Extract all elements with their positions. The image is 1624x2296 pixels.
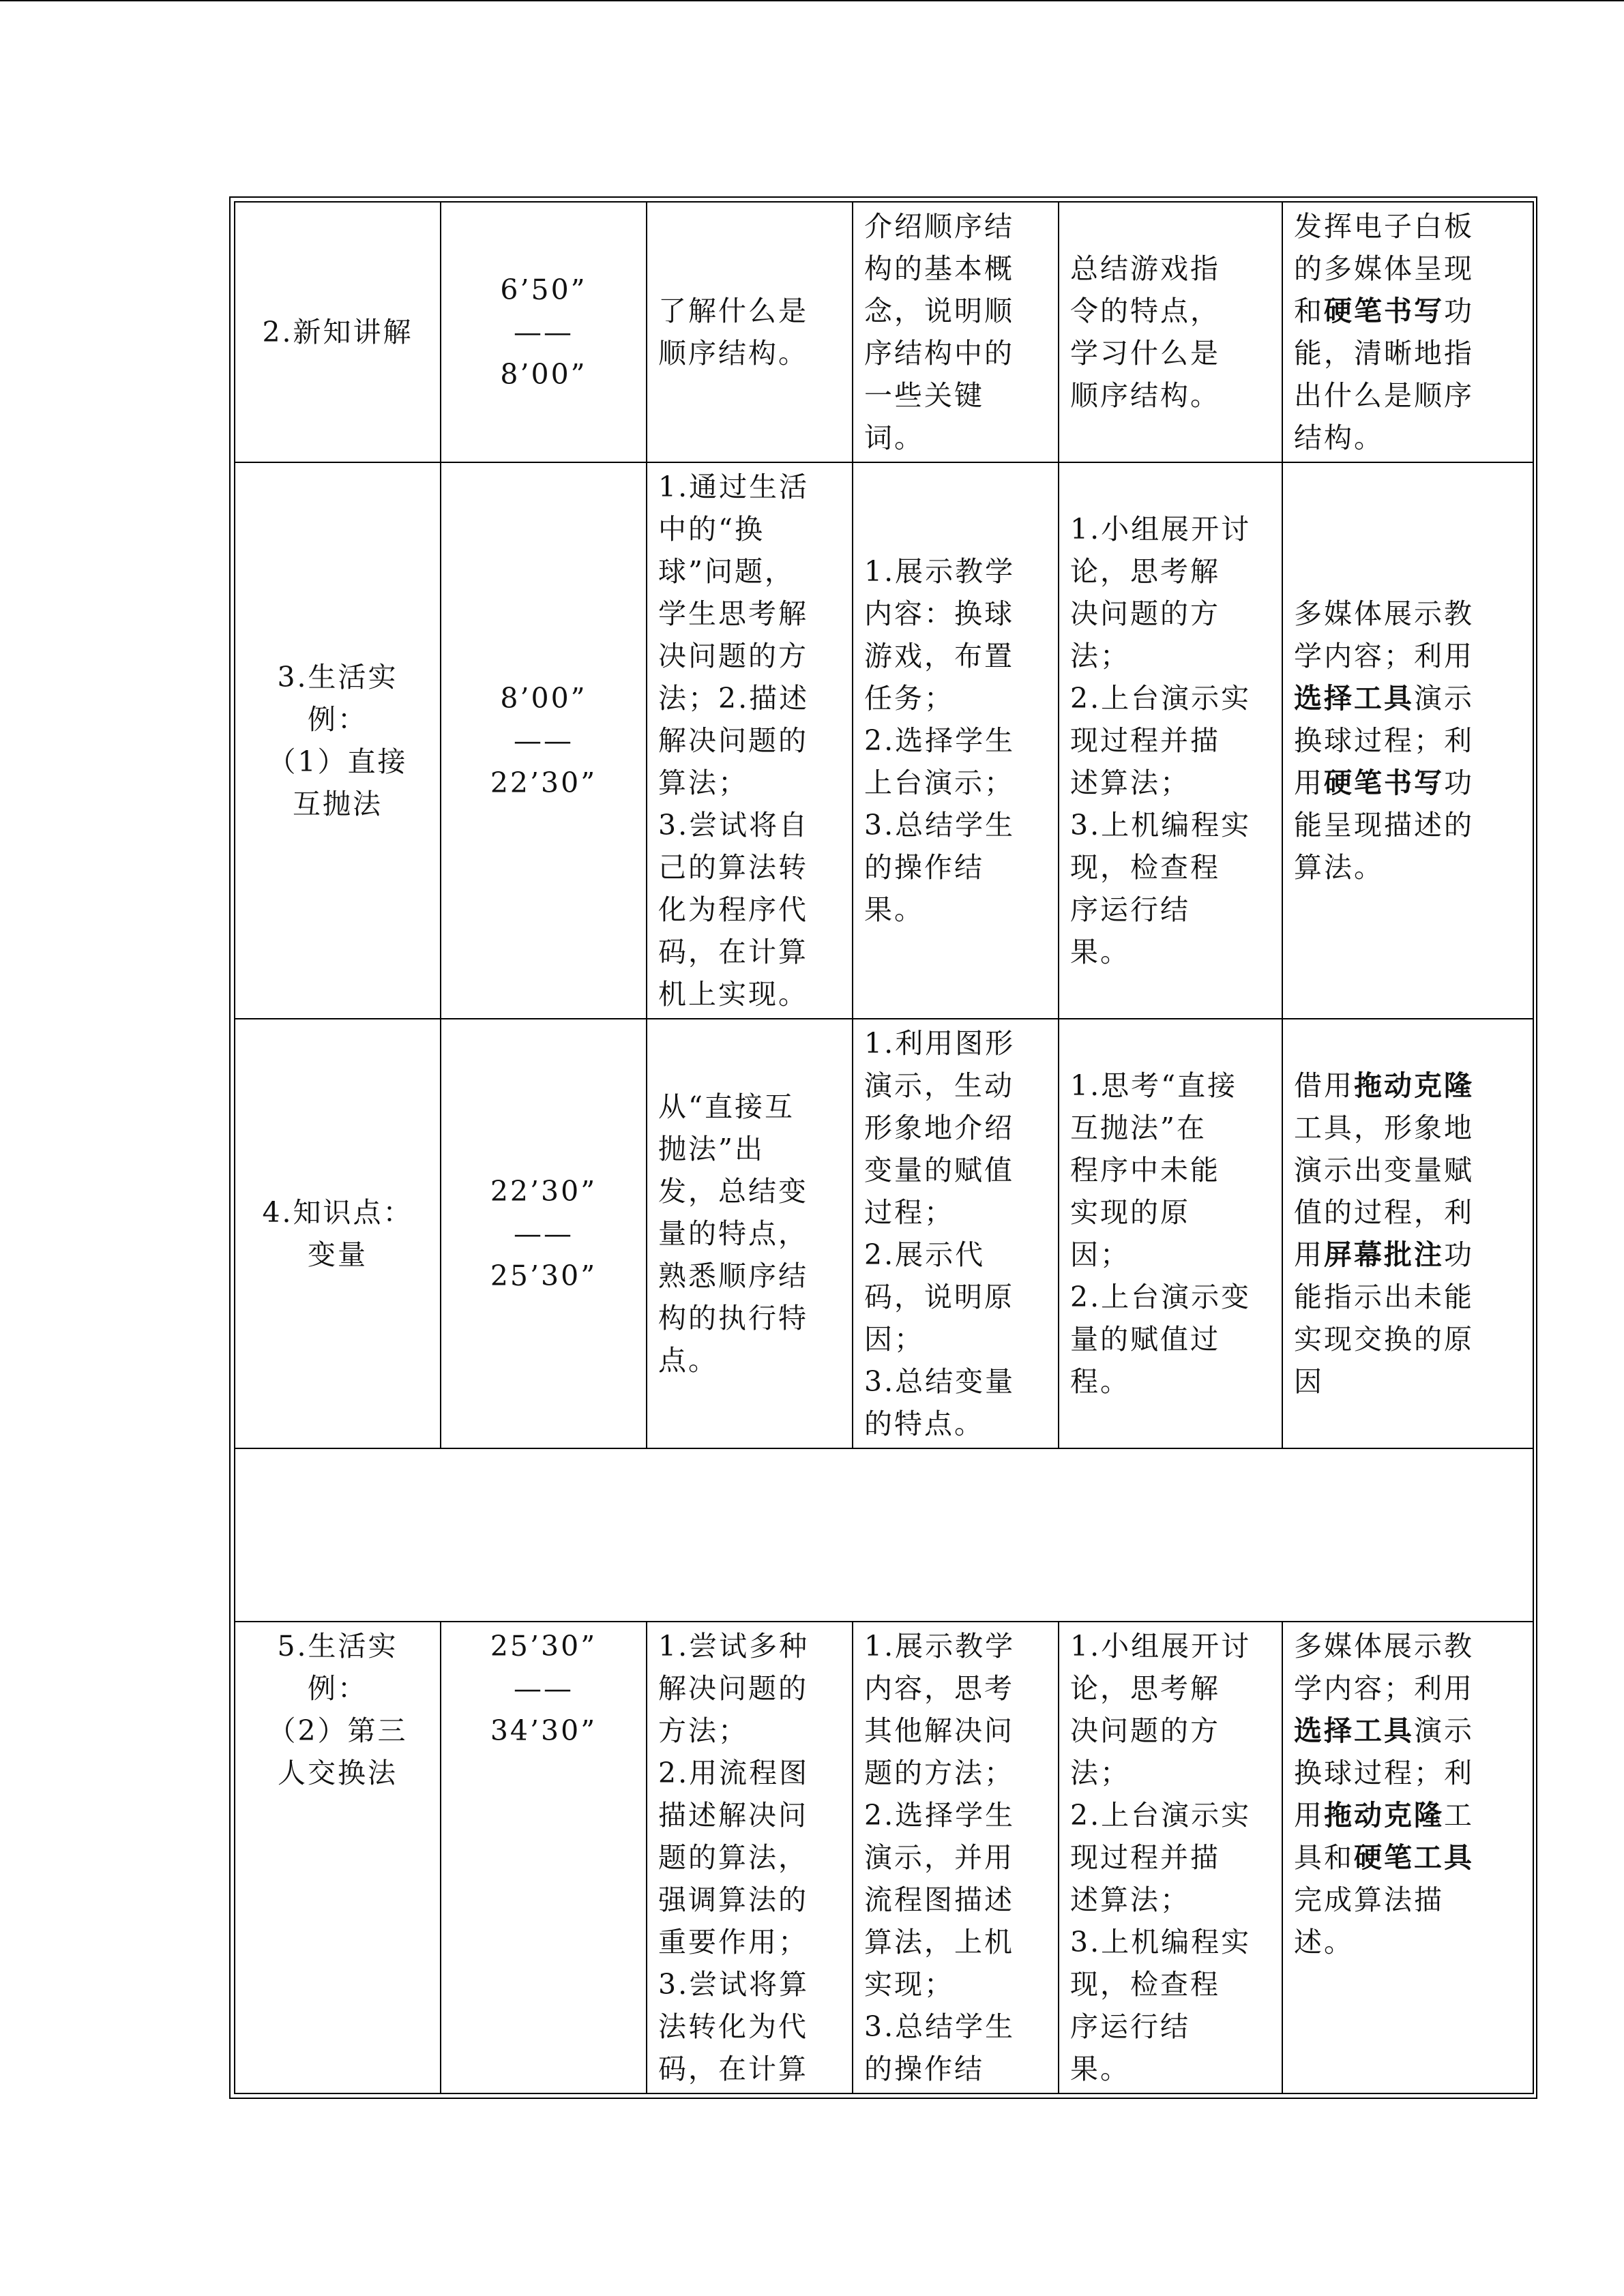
cell-text-line: 述算法； — [1070, 1883, 1190, 1916]
cell-text-line: 1.尝试多种 — [658, 1630, 810, 1663]
cell-text-line — [1294, 1149, 1522, 1191]
cell-text-segment: 演示 — [1414, 1714, 1474, 1747]
cell-text-segment: 能，清晰地指 — [1294, 337, 1474, 370]
cell-text-line: 8’00” — [500, 682, 587, 715]
cell-text-segment: 学内容；利用 — [1294, 1672, 1474, 1705]
cell-text-segment: 工 — [1444, 1799, 1474, 1832]
cell-text-line: 算法，上机 — [864, 1926, 1014, 1958]
cell-text-segment: 换球过程；利 — [1294, 724, 1474, 757]
student-activity-cell — [1059, 462, 1282, 1019]
cell-text-line: 的特点。 — [864, 1407, 984, 1440]
cell-text-line: —— — [514, 316, 574, 348]
student-goal-cell — [647, 462, 853, 1019]
cell-text-line: 描述解决问 — [658, 1799, 808, 1832]
cell-text-line: 法； — [1070, 640, 1130, 672]
cell-text-line: 发，总结变 — [658, 1175, 808, 1208]
cell-text-line — [1294, 593, 1522, 635]
cell-text-line — [1294, 1191, 1522, 1234]
cell-text-line: 码，在计算 — [658, 2053, 808, 2085]
time-cell — [441, 462, 647, 1019]
cell-text-line: 码，在计算 — [658, 936, 808, 968]
time-cell — [441, 202, 647, 462]
cell-text-line: 点。 — [658, 1344, 718, 1377]
cell-text-line: 机上实现。 — [658, 978, 808, 1011]
cell-text-line: 2.上台演示变 — [1070, 1281, 1252, 1313]
cell-text-line — [1294, 762, 1522, 804]
cell-text-line — [1294, 1710, 1522, 1752]
cell-text-line: 游戏，布置 — [864, 640, 1014, 672]
table-row — [235, 1019, 1533, 1448]
cell-text-line: 中的“换 — [658, 513, 765, 546]
cell-text-line: 总结游戏指 — [1070, 252, 1220, 285]
cell-text-line: 实现； — [864, 1968, 954, 2001]
cell-text-line: —— — [514, 1217, 574, 1250]
cell-text-line: 1.思考“直接 — [1070, 1069, 1238, 1102]
cell-text-line: 过程； — [864, 1196, 954, 1229]
cell-text-line: 化为程序代 — [658, 893, 808, 926]
cell-text-line — [1294, 1836, 1522, 1879]
cell-text-segment: 因 — [1294, 1365, 1324, 1398]
cell-text-line: 实现的原 — [1070, 1196, 1190, 1229]
cell-text-line: 方法； — [658, 1714, 748, 1747]
cell-text-line: 3.尝试将算 — [658, 1968, 810, 2001]
cell-text-line — [1294, 1107, 1522, 1149]
cell-text-line: 人交换法 — [278, 1757, 398, 1789]
cell-text-line: 1.小组展开讨 — [1070, 1630, 1252, 1663]
cell-text-line: 1.展示教学 — [864, 555, 1016, 588]
cell-text-line: 果。 — [864, 893, 924, 926]
cell-text-line: 序运行结 — [1070, 893, 1190, 926]
cell-text-line: 2.上台演示实 — [1070, 1799, 1252, 1832]
cell-text-line: 一些关键 — [864, 379, 984, 412]
cell-text-line: 程序中未能 — [1070, 1154, 1220, 1187]
cell-text-line: （2）第三 — [267, 1714, 408, 1747]
cell-text-segment: 多媒体展示教 — [1294, 597, 1474, 630]
cell-text-line — [1294, 719, 1522, 762]
cell-text-segment: 值的过程，利 — [1294, 1196, 1474, 1229]
cell-text-line — [1294, 205, 1522, 248]
highlighted-tool-name: 拖动克隆 — [1354, 1069, 1474, 1102]
cell-text-line: 顺序结构。 — [658, 337, 808, 370]
cell-text-segment: 功 — [1444, 766, 1474, 799]
cell-text-line: 3.上机编程实 — [1070, 1926, 1252, 1958]
cell-text-line: 己的算法转 — [658, 851, 808, 884]
cell-text-line — [1294, 677, 1522, 719]
student-goal-cell — [647, 202, 853, 462]
cell-text-line: 22’30” — [490, 766, 597, 799]
cell-text-segment: 用 — [1294, 1238, 1324, 1271]
cell-text-line: 学习什么是 — [1070, 337, 1220, 370]
highlighted-tool-name: 硬笔书写 — [1324, 766, 1444, 799]
cell-text-line — [1294, 332, 1522, 374]
cell-text-line: 现过程并描 — [1070, 1841, 1220, 1874]
cell-text-line — [1294, 1318, 1522, 1360]
student-activity-cell — [1059, 1622, 1282, 2093]
cell-text-segment: 工具，形象地 — [1294, 1112, 1474, 1144]
cell-text-line: 构的基本概 — [864, 252, 1014, 285]
cell-text-line — [1294, 1752, 1522, 1794]
cell-text-line — [1294, 846, 1522, 889]
cell-text-line: 决问题的方 — [1070, 597, 1220, 630]
cell-text-line: 22’30” — [490, 1175, 597, 1208]
cell-text-line — [1294, 374, 1522, 417]
cell-text-segment: 实现交换的原 — [1294, 1323, 1474, 1356]
cell-text-line: 25’30” — [490, 1630, 597, 1663]
cell-text-segment: 的多媒体呈现 — [1294, 252, 1474, 285]
media-use-cell — [1282, 462, 1533, 1019]
cell-text-segment: 述。 — [1294, 1926, 1354, 1958]
cell-text-line: 算法； — [658, 766, 748, 799]
stage-cell — [235, 202, 441, 462]
highlighted-tool-name: 硬笔书写 — [1324, 295, 1444, 327]
cell-text-segment: 功 — [1444, 295, 1474, 327]
media-use-cell — [1282, 1019, 1533, 1448]
cell-text-line — [1294, 1276, 1522, 1318]
cell-text-line: 1.通过生活 — [658, 471, 810, 503]
cell-text-line — [1294, 635, 1522, 677]
cell-text-line: 述算法； — [1070, 766, 1190, 799]
cell-text-line: 题的方法； — [864, 1757, 1014, 1789]
cell-text-line: 法；2.描述 — [658, 682, 810, 715]
cell-text-line: 3.总结学生 — [864, 809, 1016, 841]
cell-text-line: 决问题的方 — [1070, 1714, 1220, 1747]
cell-text-segment: 学内容；利用 — [1294, 640, 1474, 672]
cell-text-line: 熟悉顺序结 — [658, 1259, 808, 1292]
cell-text-line: 25’30” — [490, 1259, 597, 1292]
cell-text-line: 现，检查程 — [1070, 1968, 1220, 2001]
cell-text-line: 3.生活实 — [277, 661, 398, 694]
cell-text-line: 互抛法”在 — [1070, 1112, 1207, 1144]
cell-text-line — [1294, 290, 1522, 332]
cell-text-line — [1294, 1625, 1522, 1667]
cell-text-line: 上台演示； — [864, 766, 1014, 799]
cell-text-segment: 演示出变量赋 — [1294, 1154, 1474, 1187]
table-row — [235, 1622, 1533, 2093]
cell-text-line: 演示，并用 — [864, 1841, 1014, 1874]
media-use-cell — [1282, 202, 1533, 462]
table-row — [235, 462, 1533, 1019]
cell-text-line — [1294, 1064, 1522, 1107]
cell-text-segment: 多媒体展示教 — [1294, 1630, 1474, 1663]
cell-text-line: 论，思考解 — [1070, 555, 1220, 588]
cell-text-segment: 和 — [1294, 295, 1324, 327]
cell-text-line: 变量 — [308, 1238, 368, 1271]
student-goal-cell — [647, 1622, 853, 2093]
cell-text-line: 顺序结构。 — [1070, 379, 1220, 412]
cell-text-line: 8’00” — [500, 358, 587, 391]
cell-text-line: 决问题的方 — [658, 640, 808, 672]
cell-text-line: 形象地介绍 — [864, 1112, 1014, 1144]
cell-text-line: 2.选择学生 — [864, 1799, 1016, 1832]
cell-text-line: 从“直接互 — [658, 1090, 795, 1123]
highlighted-tool-name: 屏幕批注 — [1324, 1238, 1444, 1271]
cell-text-line: 2.选择学生 — [864, 724, 1016, 757]
cell-text-segment: 功 — [1444, 1238, 1474, 1271]
student-activity-cell — [1059, 202, 1282, 462]
cell-text-line — [1294, 417, 1522, 459]
lesson-plan-table — [234, 201, 1534, 2094]
cell-text-line: 解决问题的 — [658, 724, 808, 757]
cell-text-line: 现过程并描 — [1070, 724, 1220, 757]
cell-text-line: 构的执行特 — [658, 1302, 808, 1335]
cell-text-line: 果。 — [1070, 2053, 1130, 2085]
cell-text-line: 论，思考解 — [1070, 1672, 1220, 1705]
cell-text-line: 因； — [1070, 1238, 1130, 1271]
cell-text-line: 量的赋值过 — [1070, 1323, 1220, 1356]
teacher-activity-cell — [853, 1019, 1059, 1448]
lesson-plan-table-frame — [229, 196, 1537, 2099]
cell-text-line: 了解什么是 — [658, 295, 808, 327]
cell-text-line: 其他解决问 — [864, 1714, 1014, 1747]
cell-text-line: 的操作结 — [864, 2053, 984, 2085]
cell-text-line: 5.生活实 — [277, 1630, 398, 1663]
cell-text-line — [1294, 1667, 1522, 1710]
cell-text-line: 码，说明原 — [864, 1281, 1014, 1313]
highlighted-tool-name: 选择工具 — [1294, 682, 1414, 715]
cell-text-segment: 换球过程；利 — [1294, 1757, 1474, 1789]
cell-text-segment: 能呈现描述的 — [1294, 809, 1474, 841]
cell-text-line: 1.展示教学 — [864, 1630, 1016, 1663]
cell-text-line: 变量的赋值 — [864, 1154, 1014, 1187]
cell-text-line: 法转化为代 — [658, 2010, 808, 2043]
cell-text-line: 2.上台演示实 — [1070, 682, 1252, 715]
cell-text-line: 词。 — [864, 421, 924, 454]
cell-text-line: 量的特点， — [658, 1217, 808, 1250]
stage-cell — [235, 1019, 441, 1448]
stage-cell — [235, 462, 441, 1019]
cell-text-line: 解决问题的 — [658, 1672, 808, 1705]
cell-text-line — [1294, 1360, 1522, 1403]
cell-text-line: 球”问题， — [658, 555, 795, 588]
cell-text-line — [1294, 1234, 1522, 1276]
time-cell — [441, 1019, 647, 1448]
cell-text-line: 重要作用； — [658, 1926, 808, 1958]
cell-text-line: 念，说明顺 — [864, 295, 1014, 327]
cell-text-line — [1294, 1879, 1522, 1921]
time-cell — [441, 1622, 647, 2093]
table-row-empty — [235, 1448, 1533, 1622]
cell-text-line: 2.新知讲解 — [262, 316, 413, 348]
cell-text-line: —— — [514, 1672, 574, 1705]
student-activity-cell — [1059, 1019, 1282, 1448]
cell-text-line: 2.展示代 — [864, 1238, 986, 1271]
cell-text-line: 演示，生动 — [864, 1069, 1014, 1102]
cell-text-segment: 出什么是顺序 — [1294, 379, 1474, 412]
cell-text-line: 学生思考解 — [658, 597, 808, 630]
cell-text-segment: 具和 — [1294, 1841, 1354, 1874]
cell-text-line: 的操作结 — [864, 851, 984, 884]
cell-text-line: 强调算法的 — [658, 1883, 808, 1916]
cell-text-line: （1）直接 — [267, 745, 408, 778]
cell-text-line: —— — [514, 724, 574, 757]
cell-text-line: 题的算法， — [658, 1841, 808, 1874]
empty-merged-cell — [235, 1448, 1533, 1622]
stage-cell — [235, 1622, 441, 2093]
cell-text-line: 现，检查程 — [1070, 851, 1220, 884]
cell-text-line: 3.总结变量 — [864, 1365, 1016, 1398]
cell-text-line: 果。 — [1070, 936, 1130, 968]
cell-text-line: 抛法”出 — [658, 1133, 765, 1165]
cell-text-line: 序结构中的 — [864, 337, 1014, 370]
cell-text-line: 流程图描述 — [864, 1883, 1014, 1916]
media-use-cell — [1282, 1622, 1533, 2093]
cell-text-line: 任务； — [864, 682, 954, 715]
cell-text-line: 内容，思考 — [864, 1672, 1014, 1705]
cell-text-line: 互抛法 — [293, 788, 383, 820]
cell-text-segment: 结构。 — [1294, 421, 1384, 454]
cell-text-segment: 用 — [1294, 1799, 1324, 1832]
page-top-border — [0, 0, 1624, 1]
cell-text-line: 因； — [864, 1323, 924, 1356]
cell-text-segment: 能指示出未能 — [1294, 1281, 1474, 1313]
cell-text-segment: 演示 — [1414, 682, 1474, 715]
teacher-activity-cell — [853, 462, 1059, 1019]
cell-text-line: 介绍顺序结 — [864, 210, 1014, 243]
cell-text-line: 34’30” — [490, 1714, 597, 1747]
table-row — [235, 202, 1533, 462]
cell-text-segment: 借用 — [1294, 1069, 1354, 1102]
cell-text-line: 程。 — [1070, 1365, 1130, 1398]
cell-text-line: 内容：换球 — [864, 597, 1014, 630]
cell-text-line — [1294, 804, 1522, 846]
cell-text-line: 4.知识点： — [262, 1196, 413, 1229]
cell-text-line: 序运行结 — [1070, 2010, 1190, 2043]
cell-text-line: 3.上机编程实 — [1070, 809, 1252, 841]
cell-text-line — [1294, 248, 1522, 290]
cell-text-line: 6’50” — [500, 273, 587, 306]
teacher-activity-cell — [853, 202, 1059, 462]
cell-text-line: 3.尝试将自 — [658, 809, 810, 841]
cell-text-line — [1294, 1794, 1522, 1836]
cell-text-line: 2.用流程图 — [658, 1757, 810, 1789]
cell-text-segment: 算法。 — [1294, 851, 1384, 884]
highlighted-tool-name: 硬笔工具 — [1354, 1841, 1474, 1874]
cell-text-line: 3.总结学生 — [864, 2010, 1016, 2043]
cell-text-line: 例： — [308, 1672, 368, 1705]
cell-text-line: 法； — [1070, 1757, 1130, 1789]
cell-text-segment: 用 — [1294, 766, 1324, 799]
cell-text-line: 例： — [308, 703, 368, 736]
cell-text-segment: 完成算法描 — [1294, 1883, 1444, 1916]
highlighted-tool-name: 选择工具 — [1294, 1714, 1414, 1747]
cell-text-line: 1.利用图形 — [864, 1027, 1016, 1060]
cell-text-line: 1.小组展开讨 — [1070, 513, 1252, 546]
student-goal-cell — [647, 1019, 853, 1448]
cell-text-line: 令的特点， — [1070, 295, 1220, 327]
cell-text-segment: 发挥电子白板 — [1294, 210, 1474, 243]
teacher-activity-cell — [853, 1622, 1059, 2093]
highlighted-tool-name: 拖动克隆 — [1324, 1799, 1444, 1832]
cell-text-line — [1294, 1921, 1522, 1963]
